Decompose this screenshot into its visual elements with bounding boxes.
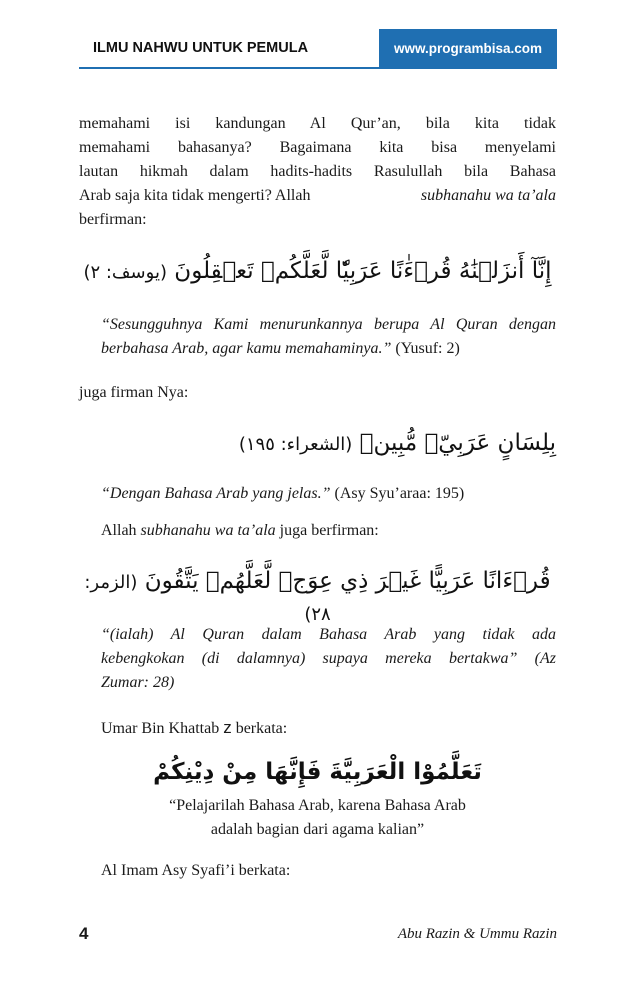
para1-line-4-italic: subhanahu wa ta’ala <box>420 187 556 204</box>
umar-quote-arabic: تَعَلَّمُوْا الْعَرَبِيَّةَ فَإِنَّهَا مِنْ دِيْنِكُمْ <box>153 759 482 785</box>
trans1-line-1: “Sesungguhnya Kami menurunkannya berupa Al Quran dengan <box>101 316 556 333</box>
paragraph-5: Al Imam Asy Syafi’i berkata: <box>101 862 291 879</box>
honorific-symbol: z <box>223 718 232 737</box>
trans2-reference: (Asy Syu’araa: 195) <box>334 485 465 502</box>
author-credit: Abu Razin & Ummu Razin <box>397 926 557 942</box>
para1-line-3: lautan hikmah dalam hadits-hadits Rasulullah bila Bahasa <box>79 163 556 180</box>
para4-after: berkata: <box>235 720 288 737</box>
para3-before: Allah <box>101 522 137 539</box>
para3-after: juga berfirman: <box>279 522 379 539</box>
trans1-line-2: berbahasa Arab, agar kamu memahaminya.” <box>101 340 392 357</box>
quote-trans-line-1: “Pelajarilah Bahasa Arab, karena Bahasa Arab <box>169 797 466 814</box>
verse-yusuf-2 <box>79 256 556 288</box>
verse3-arabic: قُرۡءَانًا عَرَبِيًّا غَيۡرَ ذِي عِوَجٖ لَّعَلَّهُمۡ يَتَّقُونَ <box>144 568 551 594</box>
para1-line-5: berfirman: <box>79 211 147 228</box>
paragraph-2: juga firman Nya: <box>79 384 189 401</box>
trans3-line-1: “(ialah) Al Quran dalam Bahasa Arab yang tidak ada <box>101 626 556 643</box>
trans1-reference: (Yusuf: 2) <box>395 340 460 357</box>
para1-line-1: memahami isi kandungan Al Qur’an, bila kita tidak <box>79 115 556 132</box>
para4-text: Umar Bin Khattab <box>101 720 220 737</box>
verse2-reference: (الشعراء: ١٩٥) <box>238 434 353 455</box>
para1-line-2: memahami bahasanya? Bagaimana kita bisa menyelami <box>79 139 556 156</box>
verse1-reference: (يوسف: ٢) <box>83 262 167 283</box>
para1-line-4-text: Arab saja kita tidak mengerti? Allah <box>79 187 311 204</box>
paragraph-4 <box>101 716 287 741</box>
paragraph-3 <box>101 519 379 543</box>
page-header <box>79 29 557 69</box>
verse1-arabic: إِنَّآ أَنزَلۡنَٰهُ قُرۡءَٰنًا عَرَبِيّٗا لَّعَلَّكُمۡ تَعۡقِلُونَ <box>174 258 552 284</box>
page-number: 4 <box>79 924 89 943</box>
verse3-reference: (الزمر: ٢٨) <box>84 572 331 625</box>
translation-2 <box>101 482 464 506</box>
verse2-arabic: بِلِسَانٍ عَرَبِيّٖ مُّبِينٖ <box>359 430 556 456</box>
verse-zumar-28 <box>79 566 556 630</box>
book-title: ILMU NAHWU UNTUK PEMULA <box>79 29 379 69</box>
website-link[interactable]: www.programbisa.com <box>379 29 557 69</box>
trans3-line-2: kebengkokan (di dalamnya) supaya mereka bertakwa” (Az <box>101 650 556 667</box>
trans2-italic: “Dengan Bahasa Arab yang jelas.” <box>101 485 331 502</box>
para1-line-4 <box>79 184 556 208</box>
quote-trans-line-2: adalah bagian dari agama kalian” <box>210 821 425 838</box>
para3-italic: subhanahu wa ta’ala <box>140 522 276 539</box>
trans3-line-3: Zumar: 28) <box>101 674 175 691</box>
